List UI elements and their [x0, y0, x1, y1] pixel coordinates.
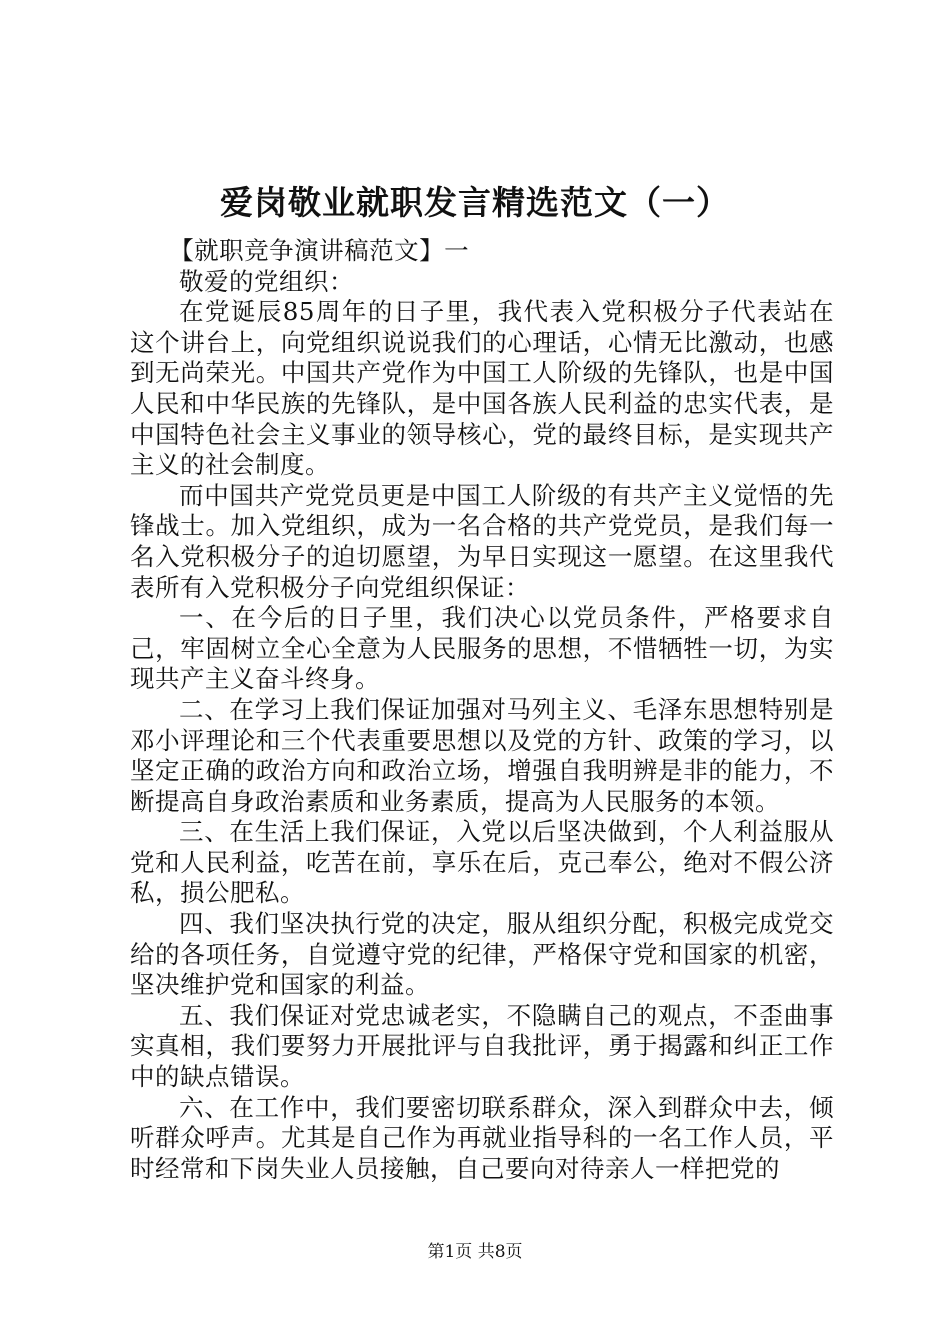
salutation: 敬爱的党组织： [179, 266, 354, 296]
document-title: 爱岗敬业就职发言精选范文（一） [220, 183, 730, 222]
paragraph-pledge-1: 一、在今后的日子里，我们决心以党员条件，严格要求自己，牢固树立全心全意为人民服务的思想，不惜牺牲一切，为实现共产主义奋斗终身。 [130, 603, 834, 694]
paragraph-pledge-2: 二、在学习上我们保证加强对马列主义、毛泽东思想特别是邓小评理论和三个代表重要思想以及党的方针、政策的学习，以坚定正确的政治方向和政治立场，增强自我明辨是非的能力，不断提高自身政治素质和业务素质，提高为人民服务的本领。 [130, 694, 834, 816]
paragraph-pledge-5: 五、我们保证对党忠诚老实，不隐瞒自己的观点，不歪曲事实真相，我们要努力开展批评与自我批评，勇于揭露和纠正工作中的缺点错误。 [130, 1000, 834, 1092]
section-heading: 【就职竞争演讲稿范文】一 [169, 236, 470, 265]
paragraph-pledge-6: 六、在工作中，我们要密切联系群众，深入到群众中去，倾听群众呼声。尤其是自己作为再就业指导科的一名工作人员，平时经常和下岗失业人员接触，自己要向对待亲人一样把党的 [130, 1092, 834, 1183]
paragraph-pledge-3: 三、在生活上我们保证，入党以后坚决做到，个人利益服从党和人民利益，吃苦在前，享乐在后，克己奉公，绝对不假公济私，损公肥私。 [130, 817, 834, 908]
page-number-footer: 第1页 共8页 [427, 1242, 523, 1262]
paragraph-pledge-intro: 而中国共产党党员更是中国工人阶级的有共产主义觉悟的先锋战士。加入党组织，成为一名合格的共产党党员，是我们每一名入党积极分子的迫切愿望，为早日实现这一愿望。在这里我代表所有入党积极分子向党组织保证： [130, 480, 834, 602]
document-body [130, 236, 834, 1184]
paragraph-intro: 在党诞辰85周年的日子里，我代表入党积极分子代表站在这个讲台上，向党组织说说我们的心理话，心情无比激动，也感到无尚荣光。中国共产党作为中国工人阶级的先锋队，也是中国人民和中华民族的先锋队，是中国各族人民利益的忠实代表，是中国特色社会主义事业的领导核心，党的最终目标，是实现共产主义的社会制度。 [130, 297, 834, 480]
paragraph-pledge-4: 四、我们坚决执行党的决定，服从组织分配，积极完成党交给的各项任务，自觉遵守党的纪律，严格保守党和国家的机密，坚决维护党和国家的利益。 [130, 909, 834, 1000]
